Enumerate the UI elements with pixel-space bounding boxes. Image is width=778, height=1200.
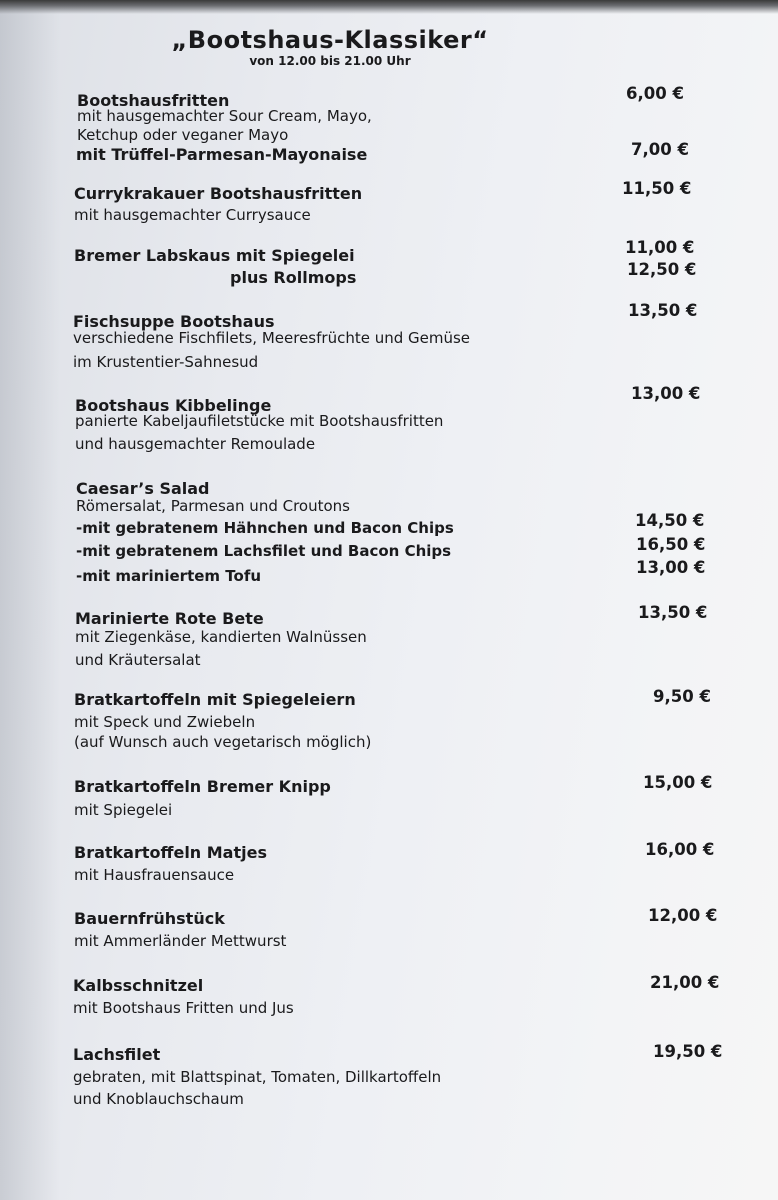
item-description: gebraten, mit Blattspinat, Tomaten, Dillkartoffeln — [73, 1068, 442, 1086]
item-name: Bauernfrühstück — [74, 909, 225, 928]
item-description: mit Bootshaus Fritten und Jus — [73, 999, 294, 1017]
item-description: mit hausgemachter Sour Cream, Mayo, — [77, 107, 372, 125]
item-description: (auf Wunsch auch vegetarisch möglich) — [74, 733, 372, 751]
item-price: 19,50 € — [653, 1042, 723, 1061]
item-name: Bratkartoffeln Bremer Knipp — [74, 777, 331, 796]
menu-hours: von 12.00 bis 21.00 Uhr — [249, 54, 411, 68]
item-description: mit Ziegenkäse, kandierten Walnüssen — [75, 628, 367, 646]
item-name: Currykrakauer Bootshausfritten — [74, 184, 363, 203]
item-name: Bratkartoffeln mit Spiegeleiern — [74, 690, 356, 709]
page-shadow — [0, 0, 60, 1200]
item-price: 11,00 € — [625, 238, 695, 257]
item-price: 21,00 € — [650, 973, 720, 992]
item-description: verschiedene Fischfilets, Meeresfrüchte und Gemüse — [73, 329, 471, 347]
item-description: und hausgemachter Remoulade — [75, 435, 316, 453]
item-name: Bootshaus Kibbelinge — [75, 396, 272, 415]
item-description: Ketchup oder veganer Mayo — [77, 126, 289, 144]
item-name: Caesar’s Salad — [76, 479, 210, 498]
item-option-price: 13,00 € — [636, 558, 706, 577]
item-name: Fischsuppe Bootshaus — [73, 312, 275, 331]
item-description: panierte Kabeljaufiletstücke mit Bootshausfritten — [75, 412, 444, 430]
item-option-price: 12,50 € — [627, 260, 697, 279]
item-option-price: 7,00 € — [631, 140, 689, 159]
item-price: 16,00 € — [645, 840, 715, 859]
item-price: 9,50 € — [653, 687, 711, 706]
item-name: Marinierte Rote Bete — [75, 609, 264, 628]
item-price: 13,50 € — [638, 603, 708, 622]
item-description: mit hausgemachter Currysauce — [74, 206, 311, 224]
item-description: mit Spiegelei — [74, 801, 173, 819]
item-price: 13,50 € — [628, 301, 698, 320]
paper-top-edge — [0, 0, 778, 14]
item-description: und Knoblauchschaum — [73, 1090, 244, 1108]
item-description: Römersalat, Parmesan und Croutons — [76, 497, 350, 515]
item-description: im Krustentier-Sahnesud — [73, 353, 259, 371]
item-option: -mit mariniertem Tofu — [76, 567, 262, 585]
item-price: 13,00 € — [631, 384, 701, 403]
item-price: 6,00 € — [626, 84, 684, 103]
item-name: Bratkartoffeln Matjes — [74, 843, 267, 862]
item-option: -mit gebratenem Lachsfilet und Bacon Chips — [76, 542, 452, 560]
item-option: mit Trüffel-Parmesan-Mayonaise — [76, 145, 368, 164]
item-option: -mit gebratenem Hähnchen und Bacon Chips — [76, 519, 454, 537]
item-option: plus Rollmops — [230, 268, 357, 287]
item-name: Kalbsschnitzel — [73, 976, 204, 995]
item-description: mit Hausfrauensauce — [74, 866, 235, 884]
item-name: Lachsfilet — [73, 1045, 161, 1064]
menu-title: „Bootshaus-Klassiker“ — [171, 26, 489, 54]
item-name: Bootshausfritten — [77, 91, 230, 110]
item-description: mit Ammerländer Mettwurst — [74, 932, 287, 950]
item-name: Bremer Labskaus mit Spiegelei — [74, 246, 355, 265]
item-price: 12,00 € — [648, 906, 718, 925]
item-price: 15,00 € — [643, 773, 713, 792]
item-option-price: 16,50 € — [636, 535, 706, 554]
item-price: 11,50 € — [622, 179, 692, 198]
item-option-price: 14,50 € — [635, 511, 705, 530]
item-description: und Kräutersalat — [75, 651, 201, 669]
item-description: mit Speck und Zwiebeln — [74, 713, 256, 731]
